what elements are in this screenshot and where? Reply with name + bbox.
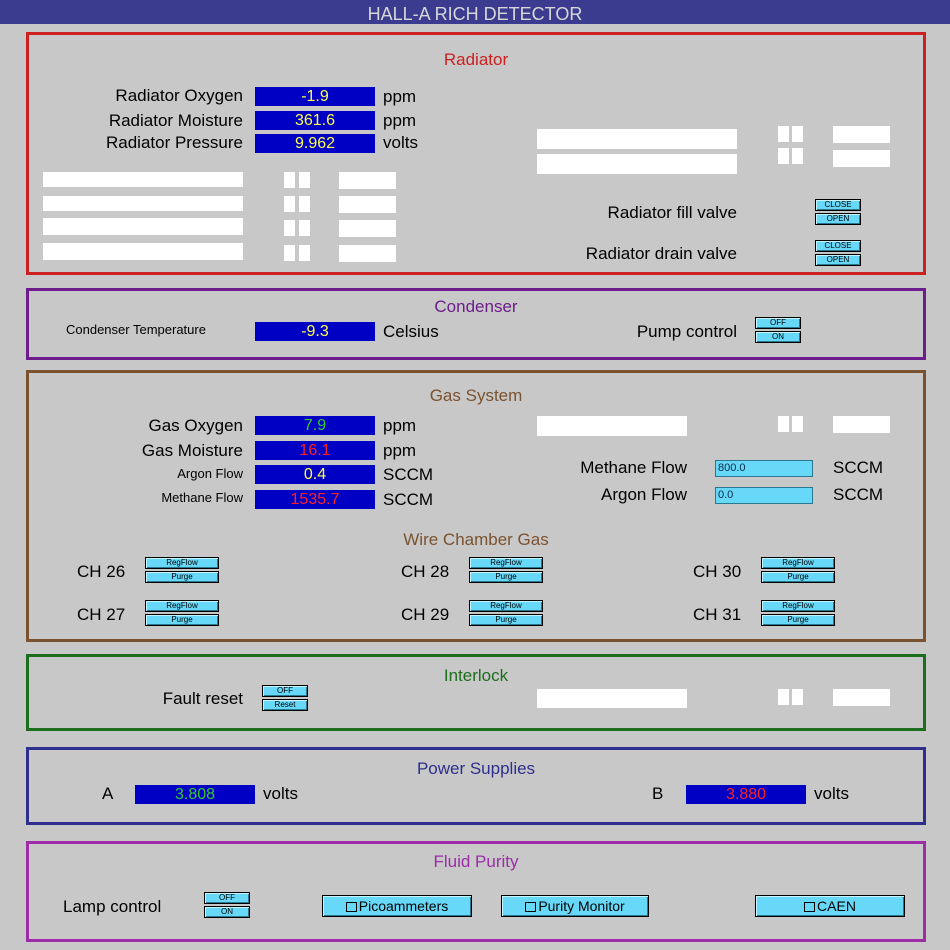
condenser-temperature-unit: Celsius [383,322,439,341]
gas-moisture-readout: 16.1 [255,441,375,460]
argon-flow-label: Argon Flow [177,466,243,481]
ch26-purge-button[interactable]: Purge [145,571,219,583]
argon-setpoint-input[interactable]: 0.0 [715,487,813,504]
radiator-indicator [792,126,803,142]
radiator-drain-valve-label: Radiator drain valve [585,244,737,263]
lamp-on-button[interactable]: ON [204,906,250,918]
radiator-status-bar [43,218,243,235]
pump-off-button[interactable]: OFF [755,317,801,329]
radiator-oxygen-readout: -1.9 [255,87,375,106]
radiator-indicator [284,220,295,236]
argon-flow-unit: SCCM [383,465,434,484]
radiator-status-bar [537,154,737,174]
radiator-indicator [299,172,310,188]
pump-control-label: Pump control [636,322,737,341]
gas-indicator [778,416,789,432]
gas-oxygen-readout: 7.9 [255,416,375,435]
purity-monitor-button[interactable] [501,895,649,917]
window-icon [804,902,815,912]
radiator-status-bar [43,243,243,260]
methane-setpoint-input[interactable]: 800.0 [715,460,813,477]
ch30-purge-button[interactable]: Purge [761,571,835,583]
channel-label: CH 27 [77,605,126,624]
gas-status-box [833,416,890,433]
radiator-status-box [339,245,396,262]
ch28-regflow-button[interactable]: RegFlow [469,557,543,569]
channel-label: CH 30 [693,562,742,581]
picoammeters-button[interactable] [322,895,472,917]
ch30-regflow-button[interactable]: RegFlow [761,557,835,569]
gas-moisture-unit: ppm [383,441,417,460]
channel-label: CH 31 [693,605,742,624]
methane-setpoint-label: Methane Flow [580,458,687,477]
radiator-indicator [284,245,295,261]
ch31-regflow-button[interactable]: RegFlow [761,600,835,612]
argon-setpoint-label: Argon Flow [601,485,687,504]
radiator-indicator [299,220,310,236]
interlock-indicator [792,689,803,705]
power-b-unit: volts [814,784,849,803]
lamp-control-label: Lamp control [63,897,162,916]
power-a-unit: volts [263,784,298,803]
ch26-regflow-button[interactable]: RegFlow [145,557,219,569]
ch29-regflow-button[interactable]: RegFlow [469,600,543,612]
fault-reset-label: Fault reset [162,689,243,708]
methane-flow-readout: 1535.7 [255,490,375,509]
interlock-indicator [778,689,789,705]
condenser-title: Condenser [434,297,518,316]
argon-flow-readout: 0.4 [255,465,375,484]
radiator-pressure-label: Radiator Pressure [105,133,243,152]
interlock-panel [26,654,926,731]
window-icon [525,902,536,912]
channel-label: CH 28 [401,562,450,581]
radiator-fill-open-button[interactable]: OPEN [815,213,861,225]
fluid-purity-title: Fluid Purity [433,852,519,871]
radiator-pressure-readout: 9.962 [255,134,375,153]
radiator-status-bar [537,129,737,149]
interlock-status-bar [537,689,687,708]
radiator-indicator [778,148,789,164]
radiator-drain-open-button[interactable]: OPEN [815,254,861,266]
ch31-purge-button[interactable]: Purge [761,614,835,626]
radiator-status-bar [43,172,243,187]
channel-label: CH 26 [77,562,126,581]
gas-system-title: Gas System [429,386,523,405]
power-b-label: B [652,784,664,803]
ch27-purge-button[interactable]: Purge [145,614,219,626]
interlock-status-box [833,689,890,706]
ch28-purge-button[interactable]: Purge [469,571,543,583]
power-a-readout: 3.808 [135,785,255,804]
radiator-oxygen-unit: ppm [383,87,417,106]
radiator-fill-close-button[interactable]: CLOSE [815,199,861,211]
radiator-moisture-label: Radiator Moisture [108,111,243,130]
gas-status-bar [537,416,687,436]
radiator-status-box [339,172,396,189]
radiator-status-bar [43,196,243,211]
condenser-temperature-readout: -9.3 [255,322,375,341]
radiator-indicator [792,148,803,164]
interlock-title: Interlock [443,666,509,685]
radiator-fill-valve-label: Radiator fill valve [607,203,737,222]
radiator-title: Radiator [443,50,509,69]
gas-moisture-label: Gas Moisture [141,441,243,460]
power-b-readout: 3.880 [686,785,806,804]
window-icon [346,902,357,912]
radiator-panel [26,32,926,275]
argon-setpoint-unit: SCCM [833,485,884,504]
radiator-drain-close-button[interactable]: CLOSE [815,240,861,252]
radiator-status-box [833,150,890,167]
radiator-status-box [833,126,890,143]
radiator-indicator [299,196,310,212]
radiator-indicator [778,126,789,142]
radiator-status-box [339,196,396,213]
lamp-off-button[interactable]: OFF [204,892,250,904]
ch27-regflow-button[interactable]: RegFlow [145,600,219,612]
fault-off-button[interactable]: OFF [262,685,308,697]
window-title: HALL-A RICH DETECTOR [0,0,950,24]
gas-oxygen-unit: ppm [383,416,417,435]
radiator-oxygen-label: Radiator Oxygen [115,86,243,105]
caen-button[interactable] [755,895,905,917]
methane-flow-label: Methane Flow [161,490,243,505]
gas-oxygen-label: Gas Oxygen [148,416,243,435]
power-supplies-title: Power Supplies [416,759,536,778]
fault-reset-button[interactable]: Reset [262,699,308,711]
wire-chamber-title: Wire Chamber Gas [403,530,549,549]
methane-setpoint-unit: SCCM [833,458,884,477]
ch29-purge-button[interactable]: Purge [469,614,543,626]
radiator-indicator [284,172,295,188]
gas-indicator [792,416,803,432]
picoammeters-label: Picoammeters [358,898,449,914]
radiator-status-box [339,220,396,237]
radiator-indicator [299,245,310,261]
methane-flow-unit: SCCM [383,490,434,509]
fluid-purity-panel [26,841,926,942]
caen-label: CAEN [817,898,856,914]
pump-on-button[interactable]: ON [755,331,801,343]
power-a-label: A [102,784,114,803]
channel-label: CH 29 [401,605,450,624]
purity-monitor-label: Purity Monitor [538,898,625,914]
condenser-temperature-label: Condenser Temperature [66,322,206,337]
radiator-moisture-unit: ppm [383,111,417,130]
radiator-indicator [284,196,295,212]
radiator-pressure-unit: volts [383,133,418,152]
radiator-moisture-readout: 361.6 [255,111,375,130]
